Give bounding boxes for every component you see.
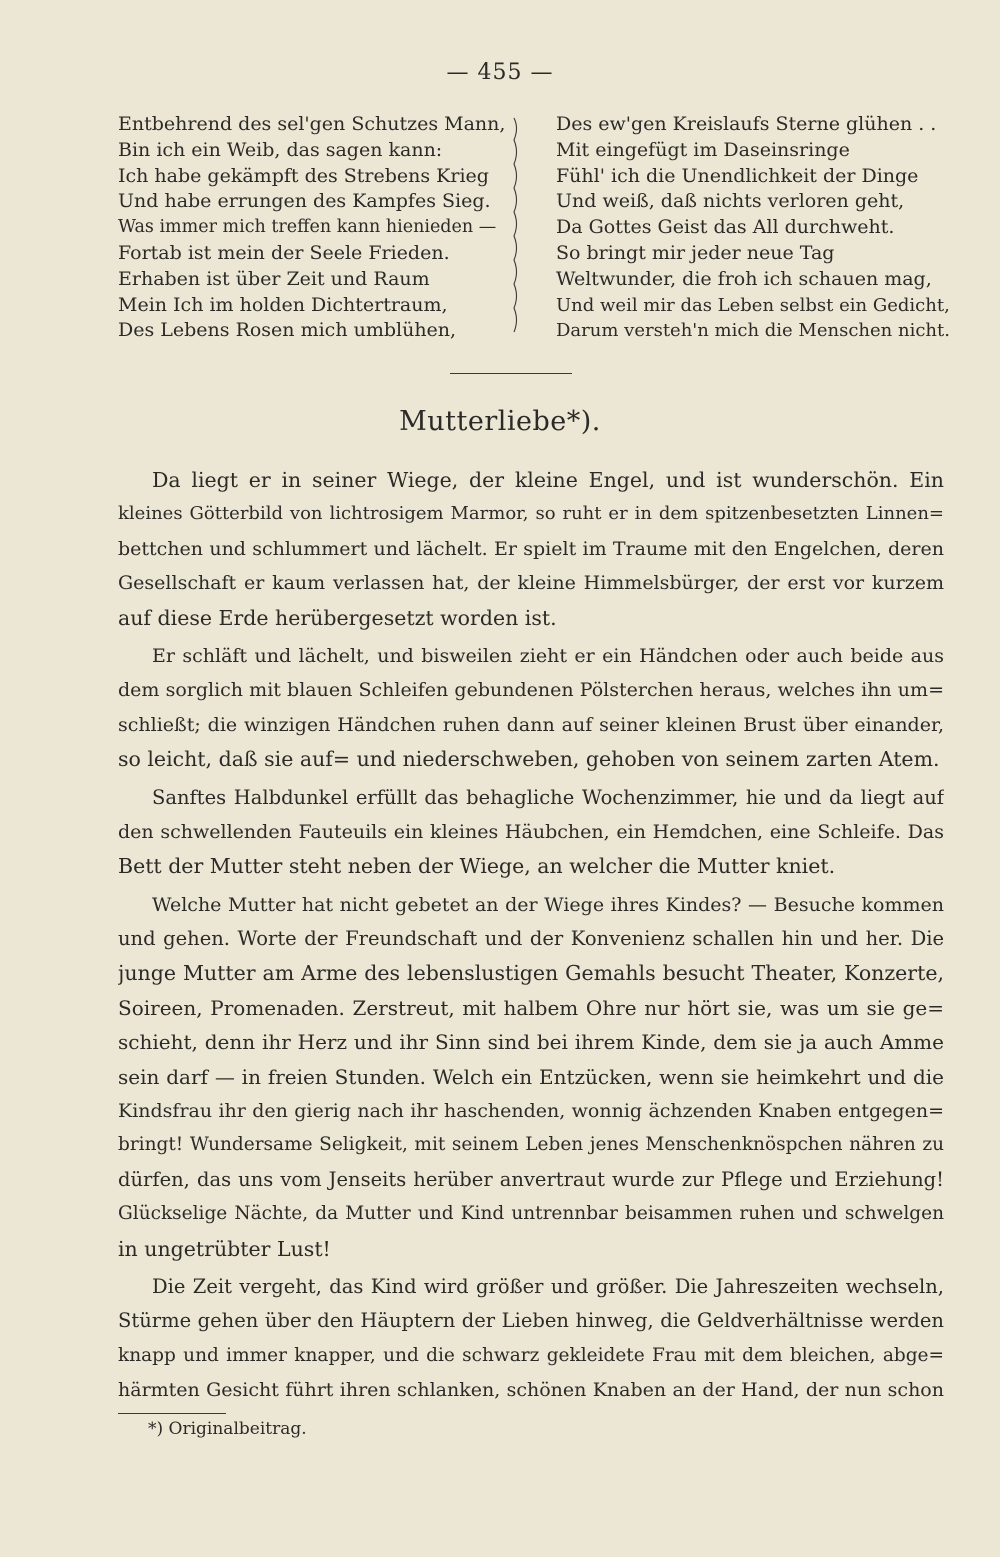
section-divider xyxy=(450,373,572,374)
poem-line: Fühl' ich die Unendlichkeit der Dinge xyxy=(556,164,919,187)
column-divider-brace xyxy=(510,116,522,334)
text-line: bringt! Wundersame Seligkeit, mit seinem Leben jenes Menschenknöspchen nähren zu xyxy=(118,1134,944,1156)
text-line: dem sorglich mit blauen Schleifen gebundenen Pölsterchen heraus, welches ihn um= xyxy=(118,679,944,702)
text-line: kleines Götterbild von lichtrosigem Marmor, so ruht er in dem spitzenbesetzten Linnen= xyxy=(118,503,944,525)
poem-line: Was immer mich treffen kann hienieden — xyxy=(118,217,497,238)
poem-line: Und weiß, daß nichts verloren geht, xyxy=(556,190,905,213)
poem-line: Und weil mir das Leben selbst ein Gedicht, xyxy=(556,294,950,316)
paragraph xyxy=(118,888,944,1266)
text-line: junge Mutter am Arme des lebenslustigen Gemahls besucht Theater, Konzerte, xyxy=(118,961,944,986)
text-line: Die Zeit vergeht, das Kind wird größer und größer. Die Jahreszeiten wechseln, xyxy=(152,1274,944,1298)
page-number: — 455 — xyxy=(446,60,554,85)
poem-right-column xyxy=(556,112,956,344)
poem-line: Bin ich ein Weib, das sagen kann: xyxy=(118,138,443,161)
text-line: Soireen, Promenaden. Zerstreut, mit halbem Ohre nur hört sie, was um sie ge= xyxy=(118,995,944,1020)
poem-line: Des ew'gen Kreislaufs Sterne glühen . . xyxy=(556,113,937,135)
text-line: Gesellschaft er kaum verlassen hat, der kleine Himmelsbürger, der erst vor kurzem xyxy=(118,572,944,595)
poem-line: Mit eingefügt im Daseinsringe xyxy=(556,138,850,161)
text-line: den schwellenden Fauteuils ein kleines Häubchen, ein Hemdchen, eine Schleife. Das xyxy=(118,820,944,843)
text-line: in ungetrübter Lust! xyxy=(118,1236,331,1261)
footnote: *) Originalbeitrag. xyxy=(148,1419,307,1439)
text-line: schieht, denn ihr Herz und ihr Sinn sind bei ihrem Kinde, dem sie ja auch Amme xyxy=(118,1030,944,1055)
poem-line: So bringt mir jeder neue Tag xyxy=(556,241,835,264)
text-line: Welche Mutter hat nicht gebetet an der Wiege ihres Kindes? — Besuche kommen xyxy=(152,893,944,916)
text-line: dürfen, das uns vom Jenseits herüber anvertraut wurde zur Pflege und Erziehung! xyxy=(118,1167,944,1191)
poem-line: Darum versteh'n mich die Menschen nicht. xyxy=(556,320,950,342)
text-line: härmten Gesicht führt ihren schlanken, schönen Knaben an der Hand, der nun schon xyxy=(118,1379,944,1402)
article-body xyxy=(118,463,944,1412)
poem-line: Entbehrend des sel'gen Schutzes Mann, xyxy=(118,113,506,135)
poem-left-column xyxy=(116,112,506,344)
poem-line: Fortab ist mein der Seele Frieden. xyxy=(118,241,450,264)
poem-line: Des Lebens Rosen mich umblühen, xyxy=(118,319,457,342)
text-line: auf diese Erde herübergesetzt worden ist. xyxy=(118,605,557,630)
text-line: Sanftes Halbdunkel erfüllt das behagliche Wochenzimmer, hie und da liegt auf xyxy=(152,785,944,809)
text-line: sein darf — in freien Stunden. Welch ein Entzücken, wenn sie heimkehrt und die xyxy=(118,1064,944,1089)
poem-line: Ich habe gekämpft des Strebens Krieg xyxy=(118,164,489,187)
paragraph xyxy=(118,463,944,635)
poem-line: Weltwunder, die froh ich schauen mag, xyxy=(556,267,932,290)
text-line: Stürme gehen über den Häuptern der Lieben hinweg, die Geldverhältnisse werden xyxy=(118,1309,944,1333)
text-line: und gehen. Worte der Freundschaft und der Konvenienz schallen hin und her. Die xyxy=(118,927,944,951)
poem-line: Mein Ich im holden Dichtertraum, xyxy=(118,293,448,316)
text-line: Bett der Mutter steht neben der Wiege, an welcher die Mutter kniet. xyxy=(118,854,836,879)
article-title: Mutterliebe*). xyxy=(399,406,601,437)
paragraph xyxy=(118,1270,944,1408)
text-line: knapp und immer knapper, und die schwarz gekleidete Frau mit dem bleichen, abge= xyxy=(118,1344,944,1366)
paragraph xyxy=(118,781,944,884)
text-line: Er schläft und lächelt, und bisweilen zieht er ein Händchen oder auch beide aus xyxy=(152,644,944,667)
text-line: so leicht, daß sie auf= und niederschweben, gehoben von seinem zarten Atem. xyxy=(118,747,940,772)
poem-line: Und habe errungen des Kampfes Sieg. xyxy=(118,190,491,213)
text-line: schließt; die winzigen Händchen ruhen dann auf seiner kleinen Brust über einander, xyxy=(118,713,944,736)
poem-line: Erhaben ist über Zeit und Raum xyxy=(118,267,430,290)
text-line: Kindsfrau ihr den gierig nach ihr haschenden, wonnig ächzenden Knaben entgegen= xyxy=(118,1100,944,1123)
text-line: bettchen und schlummert und lächelt. Er spielt im Traume mit den Engelchen, deren xyxy=(118,537,944,560)
text-line: Da liegt er in seiner Wiege, der kleine Engel, und ist wunderschön. Ein xyxy=(152,468,944,492)
text-line: Glückselige Nächte, da Mutter und Kind untrennbar beisammen ruhen und schwelgen xyxy=(118,1203,944,1225)
paragraph xyxy=(118,639,944,777)
footnote-divider xyxy=(118,1413,226,1414)
poem-line: Da Gottes Geist das All durchweht. xyxy=(556,216,895,239)
